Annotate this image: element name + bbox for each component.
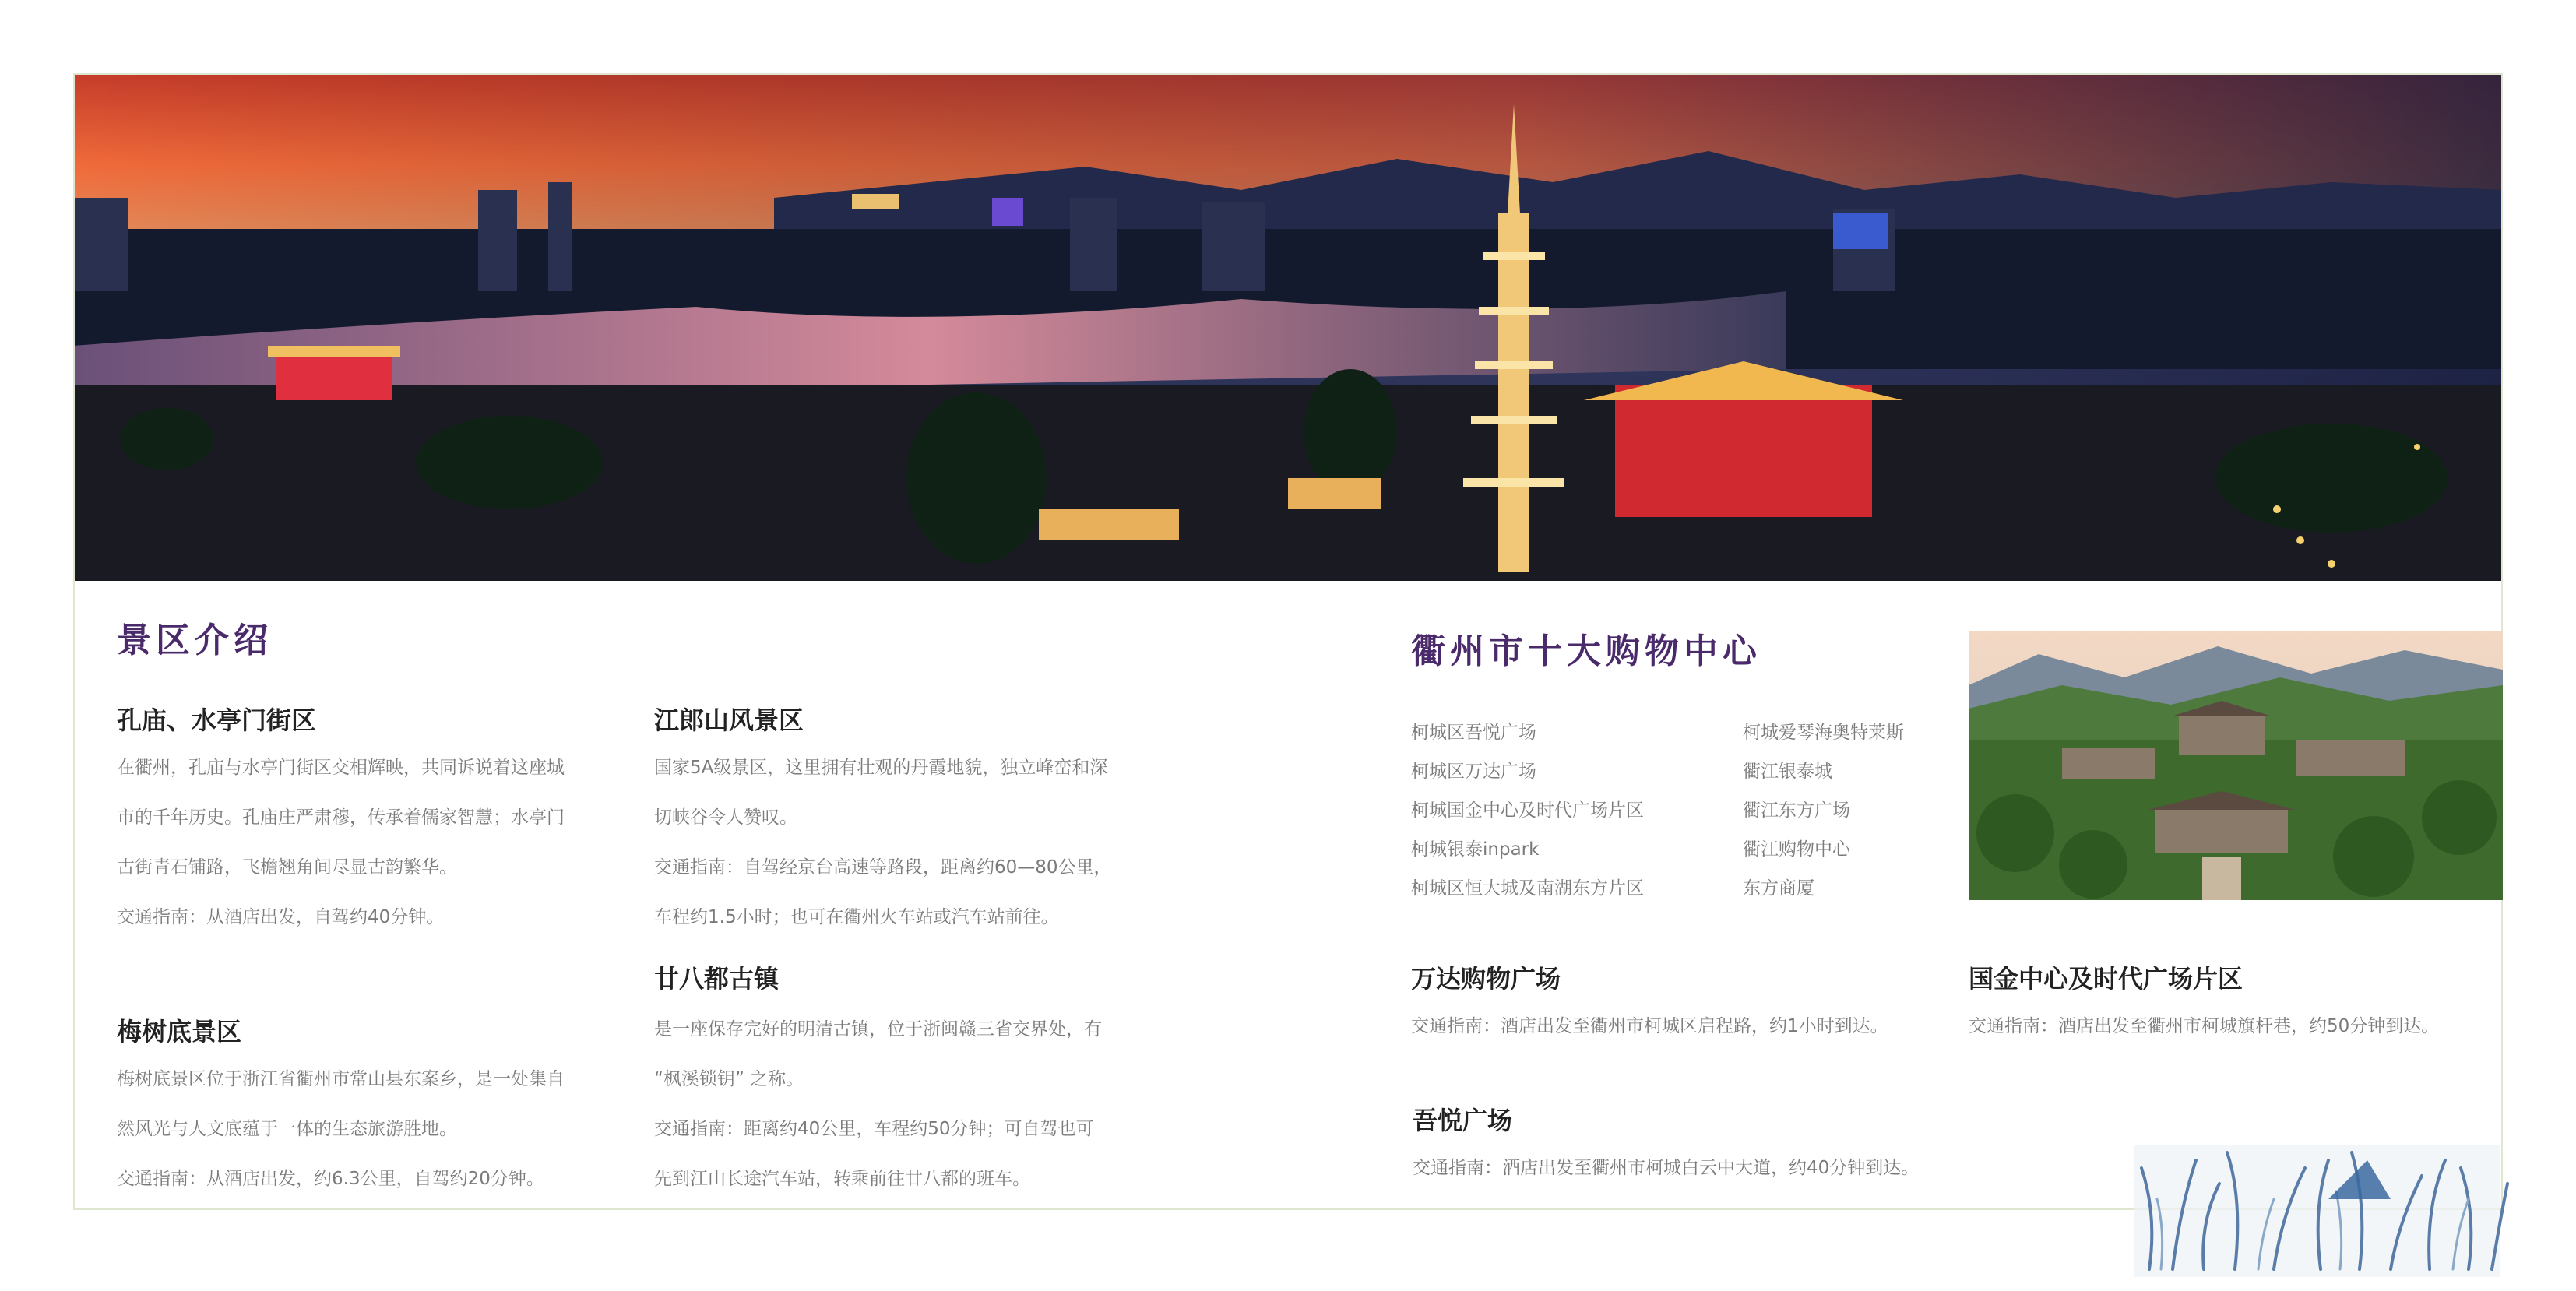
mall-desc-wanda: 交通指南：酒店出发至衢州市柯城区启程路，约1小时到达。 [1411,1016,1888,1036]
text-line: 先到江山长途汽车站，转乘前往廿八都的班车。 [654,1169,1030,1189]
list-item: 柯城银泰inpark [1411,839,1540,860]
text-line: 梅树底景区位于浙江省衢州市常山县东案乡，是一处集自 [117,1069,565,1089]
mall-list-right [1743,713,1904,908]
spot-desc-jianglang-mountain [654,743,1168,942]
text-line: 交通指南：自驾经京台高速等路段，距离约60—80公里， [654,857,1112,878]
text-line: 古街青石铺路，飞檐翘角间尽显古韵繁华。 [117,857,457,878]
text-line: 市的千年历史。孔庙庄严肃穆，传承着儒家智慧；水亭门 [117,807,565,828]
text-line: 交通指南：距离约40公里，车程约50分钟；可自驾也可 [654,1119,1094,1139]
mall-title-wanda: 万达购物广场 [1411,964,1561,994]
list-item: 衢江东方广场 [1743,800,1850,821]
text-line: 在衢州，孔庙与水亭门街区交相辉映，共同诉说着这座城 [117,758,565,778]
grass-watercolor [2118,1075,2523,1288]
list-item: 东方商厦 [1743,878,1814,899]
mall-title-wuyue: 吾悦广场 [1413,1106,1513,1135]
list-item: 柯城国金中心及时代广场片区 [1411,800,1644,821]
spot-title-confucius-temple: 孔庙、水亭门街区 [117,705,317,735]
text-line: 交通指南：从酒店出发，约6.3公里，自驾约20分钟。 [117,1169,544,1189]
text-line: 切峡谷令人赞叹。 [654,807,797,828]
list-item: 柯城区恒大城及南湖东方片区 [1411,878,1644,899]
shopping-section-title: 衢州市十大购物中心 [1411,631,1761,671]
mall-desc-guojin: 交通指南：酒店出发至衢州市柯城旗杆巷，约50分钟到达。 [1969,1016,2440,1036]
text-line: 交通指南：从酒店出发，自驾约40分钟。 [117,907,445,927]
mall-title-guojin: 国金中心及时代广场片区 [1969,964,2243,994]
list-item: 柯城区万达广场 [1411,762,1536,782]
spot-title-meishudi: 梅树底景区 [117,1017,242,1047]
list-item: 柯城区吾悦广场 [1411,723,1536,743]
list-item: 柯城爱琴海奥特莱斯 [1743,723,1904,743]
scenic-temple-photo-icon [1969,631,2503,900]
text-line: 国家5A级景区，这里拥有壮观的丹霞地貌，独立峰峦和深 [654,758,1108,778]
text-line: 车程约1.5小时；也可在衢州火车站或汽车站前往。 [654,907,1059,927]
spot-desc-confucius-temple [117,743,631,942]
text-line: 是一座保存完好的明清古镇，位于浙闽赣三省交界处，有 [654,1019,1102,1039]
mall-desc-wuyue: 交通指南：酒店出发至衢州市柯城白云中大道，约40分钟到达。 [1413,1158,1920,1178]
spot-title-nianbadu: 廿八都古镇 [654,964,779,994]
text-line: “枫溪锁钥” 之称。 [654,1069,804,1089]
scenic-section-title: 景区介绍 [117,621,273,660]
grass-watercolor-icon [2118,1075,2523,1288]
spot-desc-nianbadu [654,1004,1168,1204]
list-item: 衢江购物中心 [1743,839,1850,860]
mall-list-left [1411,713,1644,908]
spot-title-jianglang-mountain: 江郎山风景区 [654,705,804,735]
scenic-temple-photo [1969,631,2503,900]
list-item: 衢江银泰城 [1743,762,1832,782]
text-line: 然风光与人文底蕴于一体的生态旅游胜地。 [117,1119,457,1139]
spot-desc-meishudi [117,1054,631,1204]
